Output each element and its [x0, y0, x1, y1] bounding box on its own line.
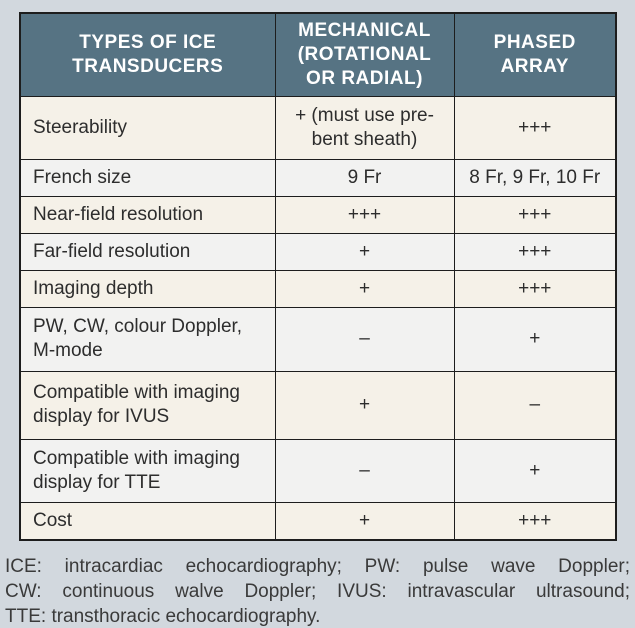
table-row [20, 196, 616, 233]
phased-cell: +++ [454, 270, 616, 307]
table-row [20, 270, 616, 307]
mechanical-cell: – [275, 439, 454, 502]
footnote-line: ICE: intracardiac echocardiography; PW: pulse wave Doppler; [5, 555, 630, 577]
header-mechanical-label: MECHANICAL (ROTATIONAL OR RADIAL) [297, 19, 432, 89]
table-row [20, 233, 616, 270]
table-row [20, 307, 616, 371]
phased-cell: +++ [454, 233, 616, 270]
feature-cell: Cost [20, 502, 275, 540]
header-types-label: TYPES OF ICE TRANSDUCERS [72, 31, 224, 77]
header-phased-label: PHASED ARRAY [493, 31, 576, 77]
table-row [20, 96, 616, 159]
phased-cell: – [454, 371, 616, 439]
mechanical-cell: + [275, 270, 454, 307]
mechanical-cell: + [275, 233, 454, 270]
phased-cell: + [454, 307, 616, 371]
feature-cell: Steerability [20, 96, 275, 159]
footnote-line: CW: continuous walve Doppler; IVUS: intravascular ultrasound; [5, 580, 630, 602]
table-row [20, 371, 616, 439]
phased-cell: +++ [454, 502, 616, 540]
phased-cell: +++ [454, 196, 616, 233]
feature-cell: Imaging depth [20, 270, 275, 307]
mechanical-value: + (must use pre-bent sheath) [295, 104, 434, 150]
mechanical-cell: 9 Fr [275, 159, 454, 196]
footnote [5, 554, 630, 628]
table-row [20, 159, 616, 196]
table-row [20, 502, 616, 540]
header-row [20, 13, 616, 96]
footnote-line: TTE: transthoracic echocardiography. [5, 605, 321, 627]
mechanical-cell: + [275, 371, 454, 439]
feature-cell: Compatible with imaging display for TTE [20, 439, 275, 502]
mechanical-cell: – [275, 307, 454, 371]
feature-cell: Near-field resolution [20, 196, 275, 233]
feature-cell: French size [20, 159, 275, 196]
ice-transducers-table [19, 12, 617, 541]
mechanical-cell [275, 96, 454, 159]
feature-cell: Far-field resolution [20, 233, 275, 270]
header-phased-array [454, 13, 616, 96]
mechanical-cell: + [275, 502, 454, 540]
mechanical-cell: +++ [275, 196, 454, 233]
feature-cell: PW, CW, colour Doppler, M-mode [20, 307, 275, 371]
feature-cell: Compatible with imaging display for IVUS [20, 371, 275, 439]
phased-cell: +++ [454, 96, 616, 159]
phased-cell: 8 Fr, 9 Fr, 10 Fr [454, 159, 616, 196]
phased-cell: + [454, 439, 616, 502]
table-row [20, 439, 616, 502]
header-mechanical [275, 13, 454, 96]
header-types-of-ice-transducers [20, 13, 275, 96]
